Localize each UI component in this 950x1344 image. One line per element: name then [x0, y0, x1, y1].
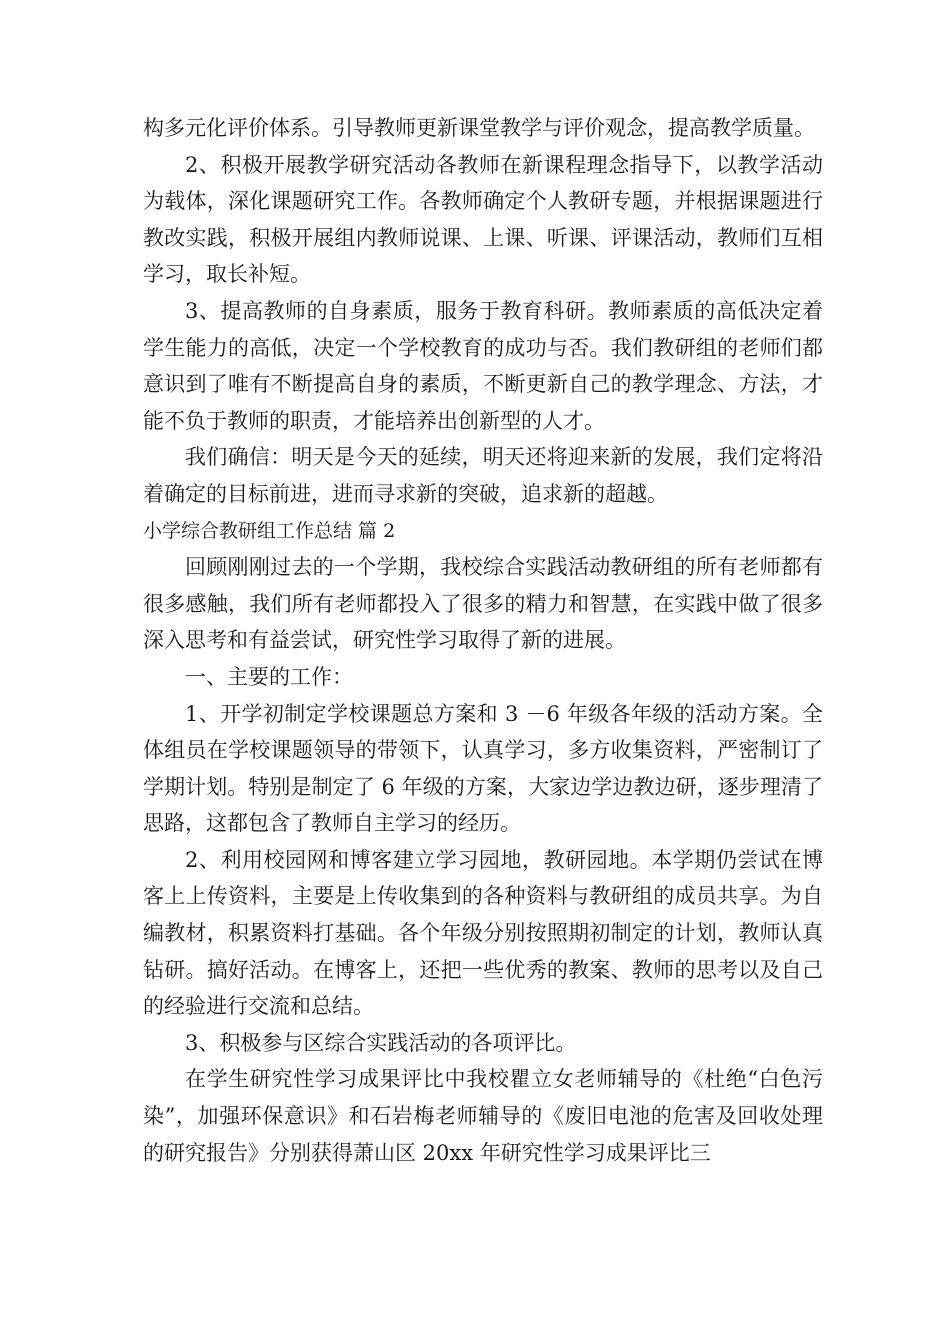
paragraph: 构多元化评价体系。引导教师更新课堂教学与评价观念，提高教学质量。 [143, 116, 815, 140]
paragraph: 3、积极参与区综合实践活动的各项评比。 [185, 1030, 577, 1055]
paragraph: 一、主要的工作： [185, 664, 353, 689]
paragraph: 回顾刚刚过去的一个学期，我校综合实践活动教研组的所有老师都有很多感触，我们所有老师都投入了很多的精力和智慧，在实践中做了很多深入思考和有益尝试，研究性学习取得了新的进展。 [143, 555, 823, 653]
paragraph: 1、开学初制定学校课题总方案和 3 －6 年级各年级的活动方案。全体组员在学校课题领导的带领下，认真学习，多方收集资料，严密制订了学期计划。特别是制定了 6 年级的方案，大家边学边教边研，逐步理清了思路，这都包含了教师自主学习的经历。 [143, 701, 823, 836]
paragraph: 2、利用校园网和博客建立学习园地，教研园地。本学期仍尝试在博客上上传资料，主要是上传收集到的各种资料与教研组的成员共享。为自编教材，积累资料打基础。各个年级分别按照期初制定的计划，教师认真钻研。搞好活动。在博客上，还把一些优秀的教案、教师的思考以及自己的经验进行交流和总结。 [143, 847, 823, 1019]
paragraph: 2、积极开展教学研究活动各教师在新课程理念指导下，以教学活动为载体，深化课题研究工作。各教师确定个人教研专题，并根据课题进行教改实践，积极开展组内教师说课、上课、听课、评课活动，教师们互相学习，取长补短。 [143, 152, 823, 287]
paragraph: 在学生研究性学习成果评比中我校瞿立女老师辅导的《杜绝“白色污染”，加强环保意识》和石岩梅老师辅导的《废旧电池的危害及回收处理的研究报告》分别获得萧山区 20xx 年研究性学习成果评比三 [143, 1067, 823, 1165]
document-body [143, 110, 823, 1171]
paragraph: 我们确信：明天是今天的延续，明天还将迎来新的发展，我们定将沿着确定的目标前进，进而寻求新的突破，追求新的超越。 [143, 445, 823, 506]
paragraph: 3、提高教师的自身素质，服务于教育科研。教师素质的高低决定着学生能力的高低，决定一个学校教育的成功与否。我们教研组的老师们都意识到了唯有不断提高自身的素质，不断更新自己的教学理念、方法，才能不负于教师的职责，才能培养出创新型的人才。 [143, 298, 823, 433]
section-heading: 小学综合教研组工作总结 篇 2 [143, 519, 396, 542]
